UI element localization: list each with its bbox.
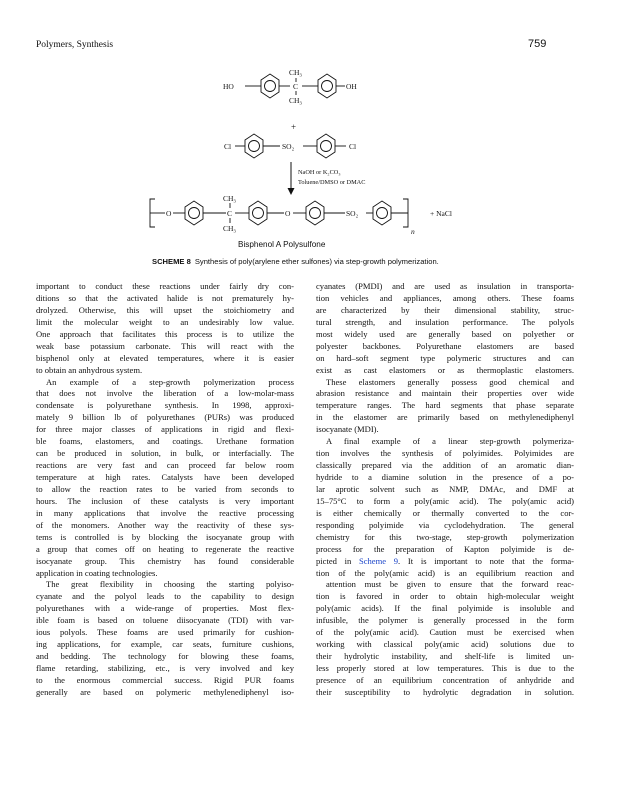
scheme-9-link[interactable]: Scheme 9 <box>358 555 399 566</box>
text-line: ious polyols. These foams are used primarily for cushion- <box>36 627 294 638</box>
text-line: tion involves the synthesis of polyimides. Polyimides are <box>316 448 574 459</box>
text-line: temperature at high rates. Catalysts have been developed <box>36 472 294 482</box>
text-line: classically prepared via the addition of an aromatic dian- <box>316 460 574 471</box>
text-line: ditions so that the activated halide is not prematurely hy- <box>36 292 294 303</box>
polymer-methyl-top: CH₃ <box>223 194 237 203</box>
polymer-repeat-n: n <box>411 227 415 236</box>
text-line: chemistry for this two-stage, step-growth polymerization <box>316 531 574 542</box>
text-line: weak base potassium carbonate. This will react with the <box>36 340 294 351</box>
text-line: of the monomers. Another way the reactivity of these sys- <box>36 519 294 530</box>
text-line: process for the preparation of Kapton polyimide is de- <box>316 543 574 554</box>
text-line: important to conduct these reactions under fairly dry con- <box>36 281 294 291</box>
text-line: reactions are very fast and can proceed far below room <box>36 460 294 471</box>
benzene-ring <box>185 201 203 225</box>
benzene-ring <box>317 134 335 158</box>
text-line: presence of an equilibrium concentration of anhydride and <box>316 674 574 685</box>
text-line: flame retarding, stabilizing, etc., is very involved and key <box>36 663 294 673</box>
text-line: A final example of a linear step-growth polymeriza- <box>326 436 574 447</box>
scheme-8-diagram <box>0 0 617 260</box>
text-line: and bedding. The technology for blowing these foams, <box>36 651 294 662</box>
reaction-arrow <box>288 162 295 195</box>
text-line: is either chemically or thermally converted to the cor- <box>316 507 574 518</box>
text-line: The great flexibility in choosing the starting polyiso- <box>46 579 294 590</box>
text-line: hours. The inclusion of these catalysts is very important <box>36 495 294 506</box>
text-line: drolyzed. Otherwise, this will upset the stoichiometry and <box>36 304 294 315</box>
text-line: mately 9 billion lb of polyurethanes (PURs) was produced <box>36 412 294 423</box>
sulfone-right-group: Cl <box>349 142 357 151</box>
text-line: cyanate and the polyol leads to the capability to design <box>36 591 294 602</box>
text-line: poly(amic acids). If the final polyimide is insoluble and <box>316 603 574 614</box>
text-line: infusible, the polymer is generally processed in the form <box>316 615 574 626</box>
polymer-oxygen-mid: O <box>285 209 291 218</box>
polymer-methyl-bottom: CH₃ <box>223 224 237 233</box>
text-line: generally are based on polymeric methylenediphenyl iso- <box>36 686 294 697</box>
bisphenol-right-group: OH <box>346 82 357 91</box>
polymer-sulfone: SO₂ <box>346 209 359 218</box>
text-line: most widely used are generally based on polyether or <box>316 328 574 339</box>
text-line: to allow the reaction rates to be varied from seconds to <box>36 483 294 494</box>
right-column <box>316 281 574 699</box>
text-line: to the enormous commercial success. Rigid PUR foams <box>36 674 294 685</box>
bisphenol-left-group: HO <box>223 82 234 91</box>
text-line: tion is favored in order to obtain high-molecular weight <box>316 591 574 602</box>
text-line: for three major classes of applications in rigid and flexi- <box>36 424 294 435</box>
text-line: a group that comes off on heating to regenerate the reactive <box>36 543 294 554</box>
bisphenol-bottom-methyl: CH₃ <box>289 96 303 105</box>
caption-label: SCHEME 8 <box>152 257 191 266</box>
product-name: Bisphenol A Polysulfone <box>238 240 326 249</box>
text-fragment: picted in <box>316 555 359 566</box>
text-line: application in coating technologies. <box>36 567 158 578</box>
text-fragment: . It is important to note that the forma- <box>398 555 574 566</box>
benzene-ring <box>318 74 336 98</box>
polymer-oxygen-left: O <box>166 209 172 218</box>
text-line: condensate is polyurethane synthesis. In 1998, approxi- <box>36 400 294 411</box>
caption-text: Synthesis of poly(arylene ether sulfones) via step-growth polymerization. <box>194 257 439 266</box>
text-line: less properly stored at low temperatures. This is due to the <box>316 663 574 673</box>
text-line: ible foam is based on toluene diisocyanate (TDI) with var- <box>36 615 294 626</box>
text-line: cyanates (PMDI) and are used as insulation in transporta- <box>316 281 574 291</box>
text-line: These elastomers generally possess good chemical and <box>326 376 574 387</box>
benzene-ring <box>306 201 324 225</box>
text-line: tion vehicles and appliances, among others. These foams <box>316 292 574 303</box>
text-line: tion of the poly(amic acid) is an equilibrium reaction and <box>316 567 574 578</box>
text-line: on hard–soft segment type polymeric structures and can <box>316 352 574 363</box>
text-line: hydride to a diamine solution in the presence of a po- <box>316 472 574 482</box>
text-line: exist as cast elastomers or as thermoplastic elastomers. <box>316 364 574 375</box>
text-line: responding polyimide via cyclodehydration. The general <box>316 519 574 530</box>
benzene-ring <box>261 74 279 98</box>
text-line: to obtain an anhydrous system. <box>36 364 143 375</box>
benzene-ring <box>245 134 263 158</box>
text-line: attention must be given to ensure that the forward reac- <box>326 579 574 590</box>
text-line: tems is controlled is by blocking the isocyanate group with <box>36 531 294 542</box>
text-line: tural strength, and insulation performance. The polyols <box>316 316 574 327</box>
scheme-caption <box>152 257 439 266</box>
benzene-ring <box>249 201 267 225</box>
text-line: their susceptibility to hydrolytic degradation in solution. <box>316 686 574 697</box>
polysulfone-structure <box>150 199 408 227</box>
text-line: polyester backbones. Polyurethane elastomers are based <box>316 340 574 351</box>
text-line: bisphenol only at elevated temperatures, where it is easier <box>36 352 294 363</box>
text-line: lar aprotic solvent such as NMP, DMAc, and DMF at <box>316 483 574 494</box>
text-line: their hydrolytic instability, and shelf-life is limited un- <box>316 651 574 662</box>
text-line: in the elastomer are primarily based on methylenediphenyl <box>316 412 574 423</box>
text-line: ing applications, for example, car seats, furniture cushions, <box>36 639 294 650</box>
reaction-condition-base: NaOH or K₂CO₃ <box>298 169 341 176</box>
text-line: that does not involve the liberation of a low-molar-mass <box>36 388 294 399</box>
reaction-condition-solvent: Toluene/DMSO or DMAC <box>298 179 366 186</box>
sulfone-center: SO₂ <box>282 142 295 151</box>
benzene-ring <box>373 201 391 225</box>
text-line: working with classical poly(amic acid) solutions due to <box>316 639 574 650</box>
text-line: limit the molecular weight to an undesirably low value. <box>36 316 294 327</box>
page-number: 759 <box>528 38 547 50</box>
polymer-center-atom: C <box>227 209 233 218</box>
text-line: ble foams, elastomers, and coatings. Urethane formation <box>36 436 294 447</box>
polymer-byproduct: + NaCl <box>430 209 452 218</box>
text-line: 15–75°C to form a poly(amic acid). The poly(amic acid) <box>316 495 574 506</box>
text-line: An example of a step-growth polymerization process <box>46 376 294 387</box>
text-line: isocyanate (MDI). <box>316 424 379 435</box>
text-line: abrasion resistance and maintain their properties over wide <box>316 388 574 399</box>
text-line: One approach that facilitates this process is to utilize the <box>36 328 294 339</box>
text-line: polyurethanes with a wide-range of properties. Most flex- <box>36 603 294 614</box>
text-line: can be produced in solution, in bulk, or interfacially. The <box>36 448 294 459</box>
text-line: isocyanate group. This chemistry has found considerable <box>36 555 294 566</box>
text-line: in many applications that involve the reactive processing <box>36 507 294 518</box>
reaction-plus: + <box>291 122 297 132</box>
running-header: Polymers, Synthesis <box>36 40 114 50</box>
bisphenol-center-atom: C <box>293 82 299 91</box>
sulfone-left-group: Cl <box>224 142 232 151</box>
text-line: temperature ranges. The hard segments that phase separate <box>316 400 574 411</box>
text-line <box>316 556 574 568</box>
text-line: are characterized by their dimensional stability, struc- <box>316 304 574 315</box>
text-line: of the poly(amic acid). Caution must be exercised when <box>316 627 574 638</box>
left-column <box>36 281 294 699</box>
bisphenol-top-methyl: CH₃ <box>289 68 303 77</box>
